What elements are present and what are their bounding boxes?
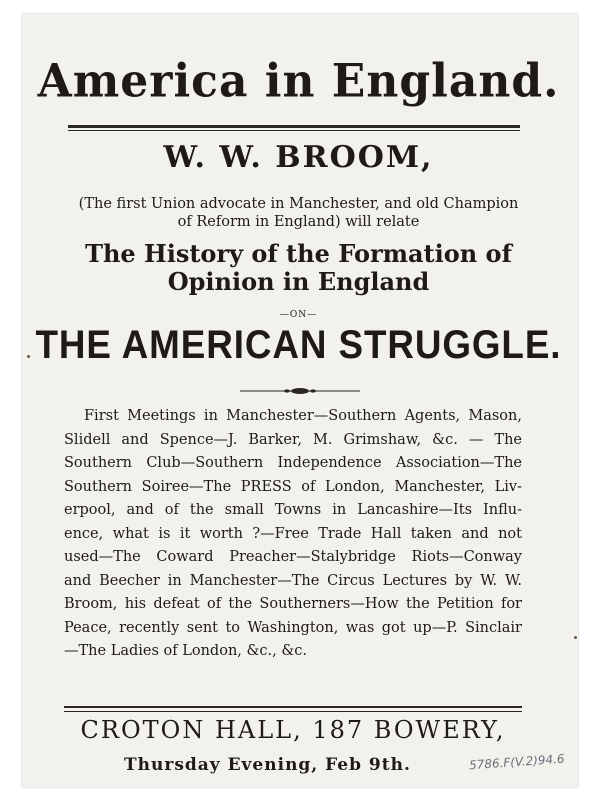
outline-line: erpool, and of the small Towns in Lancashire—Its Influ-: [64, 502, 522, 518]
speaker-description-line: (The first Union advocate in Manchester, and old Champion: [78, 196, 519, 212]
on-connector: —ON—: [279, 310, 318, 320]
lecture-outline: [64, 405, 522, 664]
outline-line: Southern Soiree—The PRESS of London, Manchester, Liv-: [64, 478, 522, 495]
paper-speck: [574, 636, 577, 639]
venue: CROTON HALL, 187 BOWERY,: [80, 716, 506, 744]
lecture-topic-line: Opinion in England: [167, 267, 430, 296]
outline-line: used—The Coward Preacher—Stalybridge Riots—Conway: [64, 549, 522, 565]
speaker-description: [0, 195, 597, 231]
outline-line: First Meetings in Manchester—Southern Agents, Mason,: [84, 408, 522, 424]
speaker-description-line: of Reform in England) will relate: [177, 214, 420, 230]
outline-line: ence, what is it worth ?—Free Trade Hall taken and not: [64, 525, 522, 542]
venue-rule-thick: [64, 706, 522, 708]
lecture-topic: [0, 240, 597, 296]
title-rule-thick: [68, 125, 520, 128]
headline: THE AMERICAN STRUGGLE.: [35, 323, 562, 367]
page-title: America in England.: [37, 54, 560, 109]
outline-line: —The Ladies of London, &c., &c.: [64, 643, 307, 659]
event-date: Thursday Evening, Feb 9th.: [124, 755, 411, 775]
speaker-name: W. W. BROOM,: [163, 140, 434, 175]
handwritten-catalog-note: 5786.F(V.2)94.6: [468, 751, 565, 773]
outline-line: and Beecher in Manchester—The Circus Lectures by W. W.: [64, 572, 522, 589]
venue-rule-thin: [64, 711, 522, 712]
outline-line: Peace, recently sent to Washington, was got up—P. Sinclair: [64, 619, 522, 636]
outline-line: Southern Club—Southern Independence Association—The: [64, 455, 522, 471]
outline-line: Slidell and Spence—J. Barker, M. Grimshaw, &c. — The: [64, 431, 522, 448]
paper-speck: [27, 355, 30, 358]
lecture-topic-line: The History of the Formation of: [85, 239, 512, 268]
outline-line: Broom, his defeat of the Southerners—How the Petition for: [64, 596, 522, 612]
ornament-divider: [240, 385, 360, 397]
title-rule-thin: [68, 130, 520, 131]
